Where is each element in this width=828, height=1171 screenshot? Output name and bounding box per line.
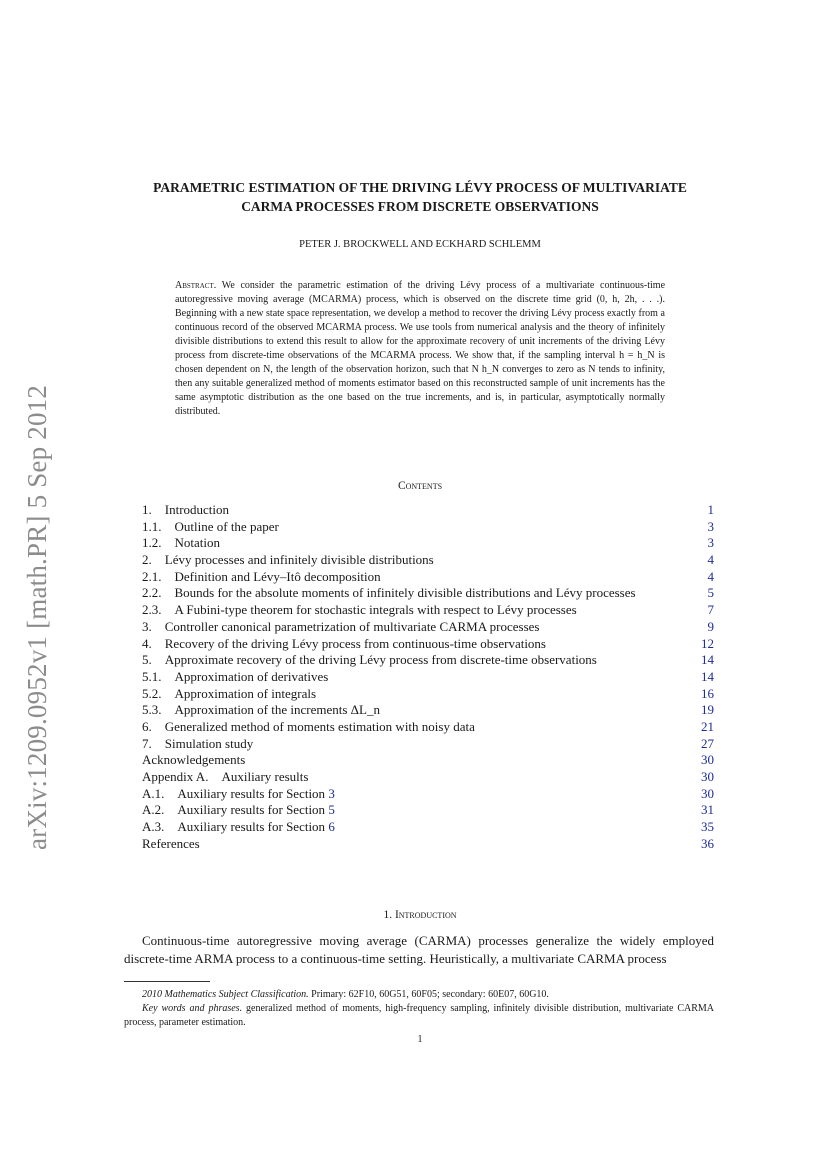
toc-page-link[interactable]: 30 bbox=[701, 769, 714, 784]
abstract bbox=[175, 279, 665, 419]
toc-entry-number: 2.2. bbox=[142, 585, 162, 601]
toc-page-link[interactable]: 14 bbox=[701, 668, 714, 684]
toc-entry-title: Lévy processes and infinitely divisible distributions bbox=[164, 552, 434, 568]
toc-entry-title: Simulation study bbox=[164, 735, 254, 751]
toc-entry-title: Approximation of derivatives bbox=[174, 668, 329, 684]
toc-entry-number: 1.1. bbox=[142, 518, 162, 534]
toc-entry-number: 2. bbox=[142, 552, 152, 568]
section-heading-introduction bbox=[120, 909, 720, 921]
toc-entry-title: Acknowledgements bbox=[142, 752, 246, 768]
toc-page-link[interactable]: 36 bbox=[701, 835, 714, 851]
toc-entry-number: Appendix A. bbox=[142, 769, 209, 784]
title-line-1: PARAMETRIC ESTIMATION OF THE DRIVING LÉVY PROCESS OF MULTIVARIATE bbox=[153, 180, 687, 195]
toc-entry-label bbox=[142, 502, 229, 519]
toc-entry-label bbox=[142, 535, 220, 552]
abstract-label: Abstract. bbox=[175, 280, 217, 291]
toc-entry[interactable] bbox=[142, 786, 714, 803]
toc-section-link[interactable]: 6 bbox=[328, 819, 335, 835]
toc-entry-label bbox=[142, 752, 245, 769]
toc-section-link[interactable]: 5 bbox=[328, 802, 335, 818]
toc-page-link[interactable]: 14 bbox=[701, 652, 714, 668]
toc-entry[interactable] bbox=[142, 702, 714, 719]
toc-entry-title: Approximate recovery of the driving Lévy process from discrete-time observations bbox=[164, 652, 597, 668]
toc-entry-number: A.3. bbox=[142, 819, 165, 835]
msc-label: 2010 Mathematics Subject Classification. bbox=[142, 989, 309, 1000]
introduction-paragraph bbox=[124, 932, 714, 968]
toc-entry-title: Bounds for the absolute moments of infinitely divisible distributions and Lévy processes bbox=[174, 585, 636, 601]
toc-page-link[interactable]: 31 bbox=[701, 802, 714, 818]
toc-entry[interactable] bbox=[142, 836, 714, 853]
paper-authors: PETER J. BROCKWELL AND ECKHARD SCHLEMM bbox=[299, 239, 541, 250]
toc-section-link[interactable]: 3 bbox=[328, 785, 335, 801]
msc-text: Primary: 62F10, 60G51, 60F05; secondary: 60E07, 60G10. bbox=[311, 989, 549, 1000]
toc-entry[interactable] bbox=[142, 502, 714, 519]
toc-page-link[interactable]: 19 bbox=[701, 702, 714, 718]
toc-entry-number: 6. bbox=[142, 718, 152, 734]
footnotes bbox=[124, 988, 714, 1030]
toc-entry[interactable] bbox=[142, 669, 714, 686]
toc-entry-number: 2.1. bbox=[142, 568, 162, 584]
toc-entry-label bbox=[142, 585, 636, 602]
toc-entry[interactable] bbox=[142, 552, 714, 569]
toc-entry-title: Notation bbox=[174, 535, 220, 551]
toc-entry-title: Auxiliary results for Section bbox=[177, 819, 326, 835]
toc-entry[interactable] bbox=[142, 802, 714, 819]
toc-entry-label bbox=[142, 819, 335, 836]
toc-entry-title: Auxiliary results for Section bbox=[177, 785, 326, 801]
toc-entry-label bbox=[142, 652, 597, 669]
intro-text: Continuous-time autoregressive moving average (CARMA) processes generalize the widely employed discrete-time ARMA process to a continuous-time setting. Heuristically, a multivariate CARMA process bbox=[124, 933, 714, 966]
title-line-2: CARMA PROCESSES FROM DISCRETE OBSERVATIONS bbox=[241, 199, 599, 214]
toc-entry-label bbox=[142, 519, 279, 536]
toc-entry-label bbox=[142, 552, 434, 569]
section-number: 1. bbox=[383, 909, 393, 921]
toc-entry-title: Auxiliary results for Section bbox=[177, 802, 326, 818]
toc-page-link[interactable]: 4 bbox=[707, 568, 714, 584]
toc-entry-label bbox=[142, 736, 253, 753]
toc-entry-number: 3. bbox=[142, 618, 152, 634]
toc-page-link[interactable]: 27 bbox=[701, 735, 714, 751]
toc-entry-number: 5.3. bbox=[142, 702, 162, 718]
toc-entry-number: 2.3. bbox=[142, 602, 162, 618]
toc-entry[interactable] bbox=[142, 819, 714, 836]
toc-entry[interactable] bbox=[142, 636, 714, 653]
toc-entry[interactable] bbox=[142, 652, 714, 669]
toc-entry[interactable] bbox=[142, 736, 714, 753]
toc-entry-number: 1. bbox=[142, 502, 152, 517]
toc-page-link[interactable]: 21 bbox=[701, 718, 714, 734]
toc-entry[interactable] bbox=[142, 752, 714, 769]
toc-entry-title: Approximation of the increments ΔL_n bbox=[174, 702, 380, 718]
toc-entry-label bbox=[142, 786, 335, 803]
toc-entry-label bbox=[142, 569, 381, 586]
toc-page-link[interactable]: 12 bbox=[701, 635, 714, 651]
page-number: 1 bbox=[417, 1034, 423, 1045]
toc-page-link[interactable]: 30 bbox=[701, 785, 714, 801]
paper-title bbox=[120, 178, 720, 216]
toc-entry-title: Outline of the paper bbox=[174, 518, 279, 534]
toc-entry[interactable] bbox=[142, 686, 714, 703]
toc-page-link[interactable]: 7 bbox=[707, 602, 714, 618]
toc-page-link[interactable]: 3 bbox=[707, 518, 714, 534]
keywords-label: Key words and phrases. bbox=[142, 1003, 243, 1014]
toc-entry[interactable] bbox=[142, 769, 714, 786]
toc-entry-label bbox=[142, 602, 577, 619]
toc-entry[interactable] bbox=[142, 535, 714, 552]
toc-page-link[interactable]: 30 bbox=[701, 752, 714, 768]
toc-page-link[interactable]: 3 bbox=[707, 535, 714, 551]
toc-page-link[interactable]: 16 bbox=[701, 685, 714, 701]
toc-page-link[interactable]: 4 bbox=[707, 552, 714, 568]
toc-entry[interactable] bbox=[142, 585, 714, 602]
toc-entry-number: 4. bbox=[142, 635, 152, 651]
toc-entry-number: A.1. bbox=[142, 785, 165, 801]
section-title: Introduction bbox=[394, 909, 457, 921]
toc-entry-number: 1.2. bbox=[142, 535, 162, 551]
toc-entry-label bbox=[142, 836, 200, 853]
toc-entry-title: Recovery of the driving Lévy process from continuous-time observations bbox=[164, 635, 546, 651]
toc-entry-number: 7. bbox=[142, 735, 152, 751]
toc-entry-title: Introduction bbox=[164, 502, 230, 517]
footnote-rule bbox=[124, 981, 210, 982]
toc-entry-number: 5.2. bbox=[142, 685, 162, 701]
toc-entry[interactable] bbox=[142, 519, 714, 536]
toc-entry-label bbox=[142, 619, 539, 636]
toc-entry-title: Auxiliary results bbox=[221, 769, 309, 784]
toc-entry[interactable] bbox=[142, 619, 714, 636]
footnote-msc bbox=[124, 988, 714, 1002]
toc-entry-label bbox=[142, 769, 308, 786]
toc-page-link[interactable]: 5 bbox=[707, 585, 714, 601]
toc-entry-label bbox=[142, 802, 335, 819]
footnote-keywords bbox=[124, 1002, 714, 1030]
toc-entry[interactable] bbox=[142, 569, 714, 586]
toc-page-link[interactable]: 9 bbox=[707, 618, 714, 634]
toc-entry-number: 5.1. bbox=[142, 668, 162, 684]
toc-entry-title: Generalized method of moments estimation with noisy data bbox=[164, 718, 475, 734]
toc-entry-label bbox=[142, 719, 475, 736]
toc-entry-label bbox=[142, 669, 328, 686]
toc-entry-title: References bbox=[142, 835, 200, 851]
toc-entry[interactable] bbox=[142, 602, 714, 619]
toc-page-link[interactable]: 35 bbox=[701, 819, 714, 835]
toc-entry-title: Approximation of integrals bbox=[174, 685, 317, 701]
toc-entry-number: 5. bbox=[142, 652, 152, 668]
toc-entry-label bbox=[142, 702, 380, 719]
contents-heading: Contents bbox=[397, 480, 443, 492]
toc-entry-number: A.2. bbox=[142, 802, 165, 818]
abstract-text: We consider the parametric estimation of the driving Lévy process of a multivariate continuous-time autoregressive moving average (MCARMA) process, which is observed on the discrete time grid (0, h, 2h, . . .). Beginning with a new state space representation, we develop a method to recover the driving Lévy process exactly from a continuous record of the observed MCARMA process. We use tools from numerical analysis and the theory of infinitely divisible distributions to extend this result to allow for the approximate recovery of unit increments of the driving Lévy process from discrete-time observations of the MCARMA process. We show that, if the sampling interval h = h_N is chosen dependent on N, the length of the observation horizon, such that N h_N converges to zero as N tends to infinity, then any suitable generalized method of moments estimator based on this reconstructed sample of unit increments has the same asymptotic distribution as the one based on the true increments, and is, in particular, asymptotically normally distributed. bbox=[175, 280, 666, 417]
toc-entry-title: A Fubini-type theorem for stochastic integrals with respect to Lévy processes bbox=[174, 602, 577, 618]
toc-entry-title: Controller canonical parametrization of multivariate CARMA processes bbox=[164, 618, 540, 634]
arxiv-identifier-stamp: arXiv:1209.0952v1 [math.PR] 5 Sep 2012 bbox=[22, 384, 52, 850]
toc-page-link[interactable]: 1 bbox=[707, 502, 714, 517]
toc-entry-label bbox=[142, 686, 316, 703]
toc-entry[interactable] bbox=[142, 719, 714, 736]
toc-entry-label bbox=[142, 636, 546, 653]
table-of-contents bbox=[142, 502, 714, 852]
keywords-text: generalized method of moments, high-frequency sampling, infinitely divisible distribution, multivariate CARMA process, parameter estimation. bbox=[124, 1003, 714, 1028]
toc-entry-title: Definition and Lévy–Itô decomposition bbox=[174, 568, 381, 584]
